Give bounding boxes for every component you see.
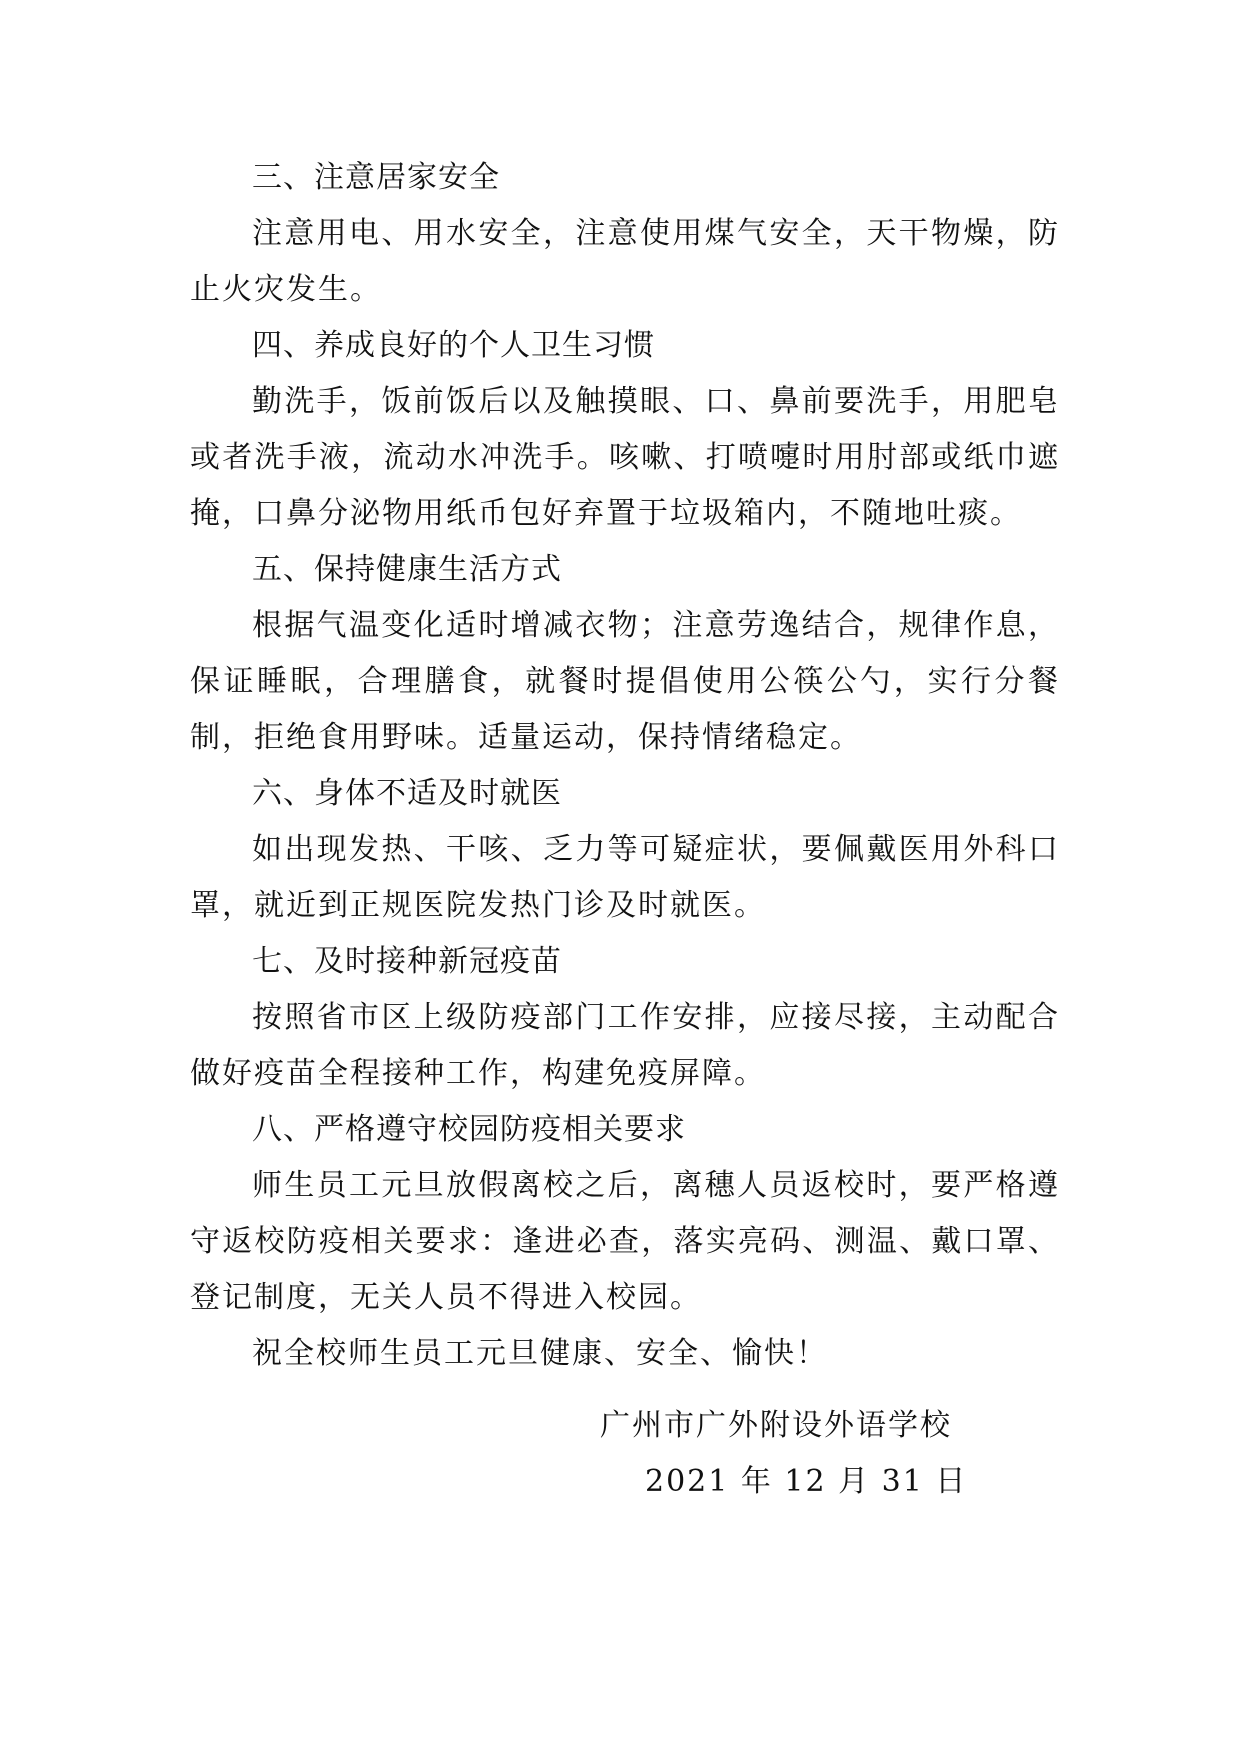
section-paragraph-3: 注意用电、用水安全，注意使用煤气安全，天干物燥，防止火灾发生。 [190, 216, 1060, 307]
section-heading-4: 四、养成良好的个人卫生习惯 [252, 328, 655, 363]
section-heading-5: 五、保持健康生活方式 [252, 552, 562, 587]
section-heading-7: 七、及时接种新冠疫苗 [252, 944, 562, 979]
section-paragraph-4: 勤洗手，饭前饭后以及触摸眼、口、鼻前要洗手，用肥皂或者洗手液，流动水冲洗手。咳嗽、打喷嚏时用肘部或纸巾遮掩，口鼻分泌物用纸币包好弃置于垃圾箱内，不随地吐痰。 [190, 384, 1060, 531]
section-heading-8: 八、严格遵守校园防疫相关要求 [252, 1112, 686, 1147]
document-body [190, 150, 1060, 1382]
signature-date: 2021 年 12 月 31 日 [645, 1464, 968, 1499]
section-heading-3: 三、注意居家安全 [252, 160, 500, 195]
section-heading-6: 六、身体不适及时就医 [252, 776, 562, 811]
closing-wish: 祝全校师生员工元旦健康、安全、愉快！ [252, 1336, 828, 1371]
section-paragraph-8: 师生员工元旦放假离校之后，离穗人员返校时，要严格遵守返校防疫相关要求：逢进必查，落实亮码、测温、戴口罩、登记制度，无关人员不得进入校园。 [190, 1168, 1060, 1315]
section-paragraph-7: 按照省市区上级防疫部门工作安排，应接尽接，主动配合做好疫苗全程接种工作，构建免疫屏障。 [190, 1000, 1060, 1091]
section-paragraph-5: 根据气温变化适时增减衣物；注意劳逸结合，规律作息，保证睡眠，合理膳食，就餐时提倡使用公筷公勺，实行分餐制，拒绝食用野味。适量运动，保持情绪稳定。 [190, 608, 1060, 755]
section-paragraph-6: 如出现发热、干咳、乏力等可疑症状，要佩戴医用外科口罩，就近到正规医院发热门诊及时就医。 [190, 832, 1060, 923]
signature-organization: 广州市广外附设外语学校 [600, 1408, 952, 1443]
